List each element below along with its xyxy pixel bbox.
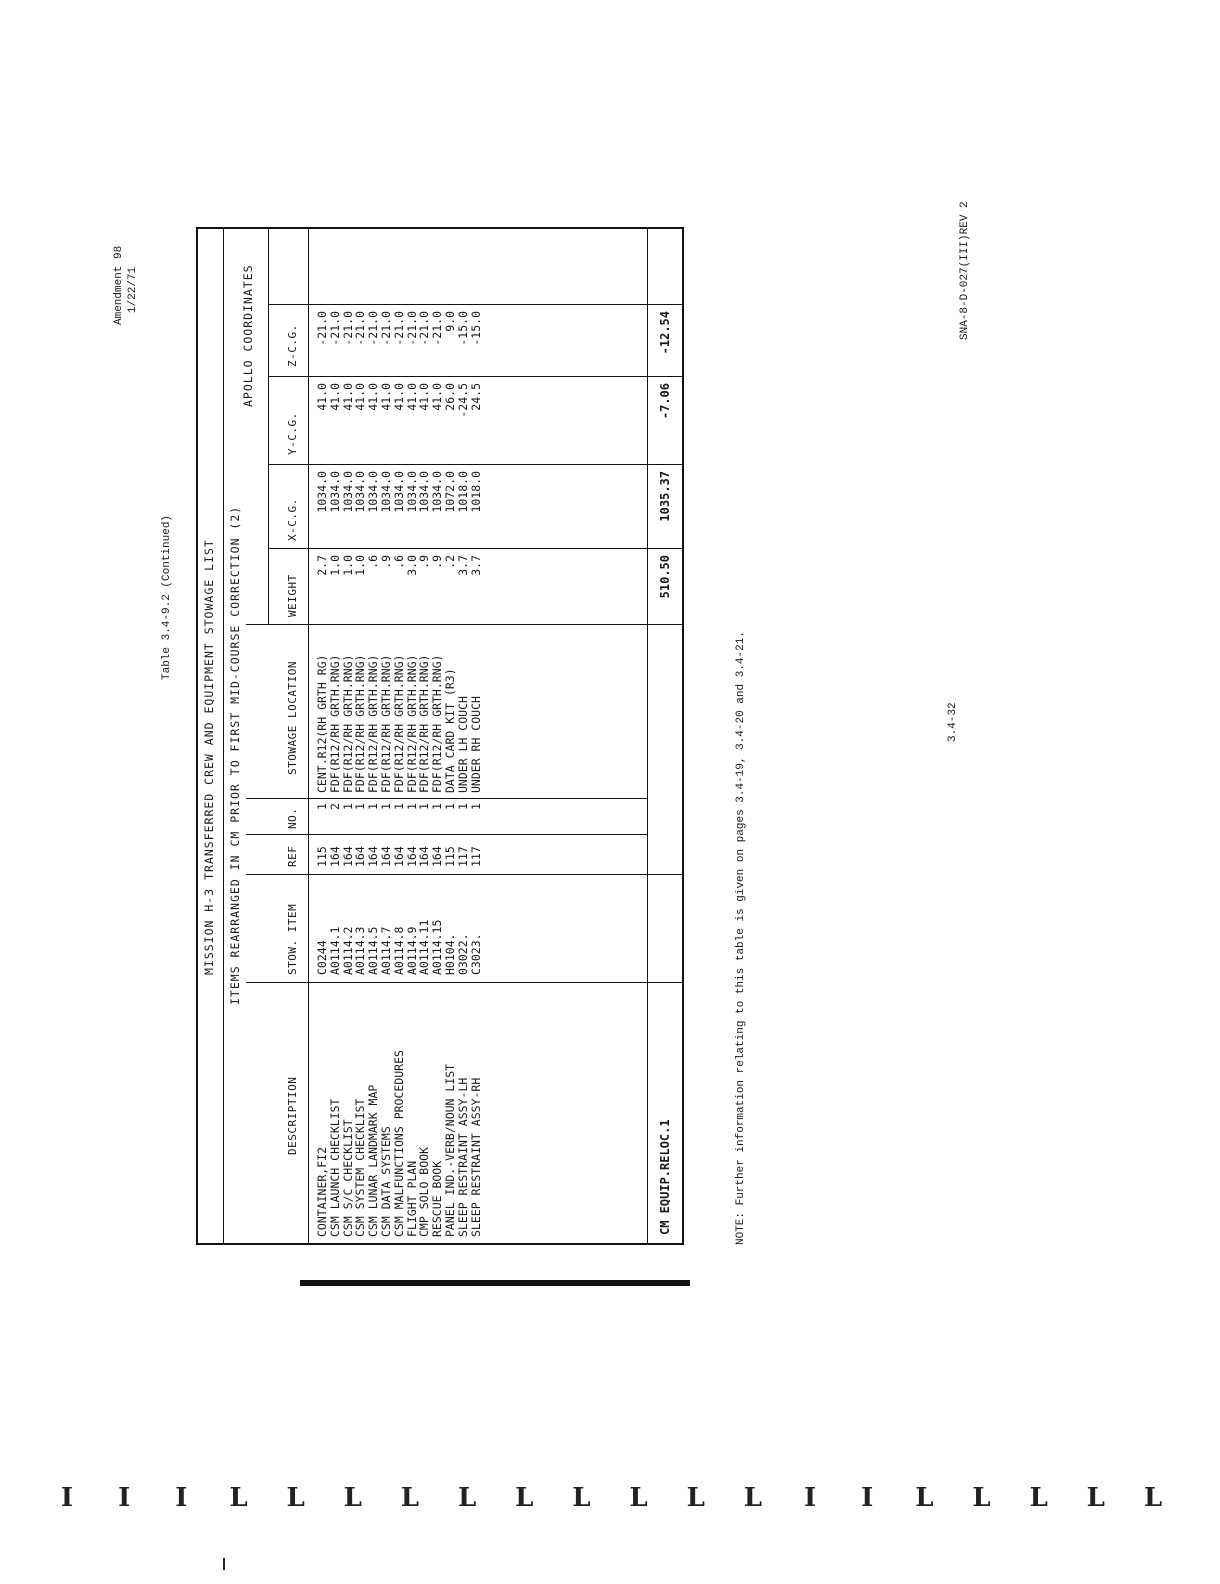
registration-mark: L — [286, 1483, 305, 1513]
col-divider — [246, 982, 684, 983]
table-title: MISSION H-3 TRANSFERRED CREW AND EQUIPMENT STOWAGE LIST — [202, 539, 216, 975]
cell-no: 1 — [455, 803, 470, 810]
cell-stow-item: A0114.9 — [404, 926, 419, 975]
registration-mark: L — [343, 1483, 362, 1513]
cell-ref: 164 — [417, 846, 432, 867]
cell-stow-item: A0114.5 — [366, 926, 381, 975]
cell-no: 1 — [379, 803, 393, 810]
registration-mark: L — [972, 1483, 991, 1513]
cell-ref: 164 — [340, 846, 355, 867]
cell-location: CENT.R12(RH GRTH RG) — [315, 654, 329, 793]
cell-z-cg: -15.0 — [455, 311, 470, 346]
header-ref: REF — [286, 845, 299, 867]
cell-ref: 164 — [366, 846, 381, 867]
cell-x-cg: 1034.0 — [379, 471, 393, 513]
cell-z-cg: -21.0 — [430, 311, 445, 346]
cell-y-cg: 41.0 — [340, 383, 355, 411]
cell-stow-item: A0114.15 — [430, 919, 445, 975]
cell-location: FDF(R12/RH GRTH.RNG) — [404, 654, 419, 793]
cell-y-cg: 41.0 — [315, 383, 329, 411]
cell-x-cg: 1034.0 — [315, 471, 329, 513]
cell-description: CSM LAUNCH CHECKLIST — [327, 1098, 342, 1237]
cell-y-cg: 41.0 — [327, 383, 342, 411]
cell-weight: .9 — [430, 555, 445, 569]
cell-y-cg: 41.0 — [366, 383, 381, 411]
cell-weight: 1.0 — [327, 555, 342, 576]
col-divider — [268, 548, 684, 549]
amendment-date: 1/22/71 — [127, 266, 139, 314]
cell-x-cg: 1034.0 — [430, 471, 445, 513]
cell-description: CSM LUNAR LANDMARK MAP — [366, 1084, 381, 1237]
registration-mark: L — [915, 1483, 934, 1513]
cell-ref: 115 — [443, 846, 457, 867]
cell-location: FDF(R12/RH GRTH.RNG) — [340, 654, 355, 793]
cell-description: CONTAINER,FI2 — [315, 1146, 329, 1237]
cell-x-cg: 1034.0 — [353, 471, 368, 513]
registration-mark: L — [229, 1483, 248, 1513]
cell-z-cg: -15.0 — [468, 311, 483, 346]
table-subtitle: ITEMS REARRANGED IN CM PRIOR TO FIRST MID-COURSE CORRECTION (2) — [228, 505, 242, 1005]
cell-z-cg: -21.0 — [315, 311, 329, 346]
cell-x-cg: 1034.0 — [340, 471, 355, 513]
cell-stow-item: A0114.8 — [391, 926, 406, 975]
cell-description: CMP SOLO BOOK — [417, 1146, 432, 1237]
amendment-label: Amendment 98 — [113, 245, 125, 325]
registration-mark: I — [60, 1483, 74, 1513]
cell-weight: 1.0 — [353, 555, 368, 576]
cell-y-cg: 41.0 — [353, 383, 368, 411]
col-divider — [268, 464, 684, 465]
registration-mark: I — [803, 1483, 817, 1513]
cell-description: PANEL IND.-VERB/NOUN LIST — [443, 1063, 457, 1237]
registration-mark: I — [118, 1483, 131, 1513]
cell-x-cg: 1034.0 — [417, 471, 432, 513]
cell-z-cg: -21.0 — [366, 311, 381, 346]
cell-description: SLEEP RESTRAINT ASSY-RH — [468, 1077, 483, 1237]
cell-x-cg: 1072.0 — [443, 471, 457, 513]
cell-y-cg: 41.0 — [430, 383, 445, 411]
cell-ref: 117 — [468, 846, 483, 867]
cell-location: FDF(R12/RH GRTH.RNG) — [430, 654, 445, 793]
cell-description: CSM S/C CHECKLIST — [340, 1119, 355, 1237]
header-y-cg: Y-C.G. — [286, 412, 299, 455]
amendment-stamp — [112, 245, 140, 325]
cell-description: SLEEP RESTRAINT ASSY-LH — [455, 1077, 470, 1237]
header-weight: WEIGHT — [286, 574, 299, 617]
cell-ref: 115 — [315, 846, 329, 867]
registration-mark: L — [629, 1483, 648, 1513]
registration-mark: L — [457, 1483, 477, 1513]
cell-ref: 164 — [391, 846, 406, 867]
stowage-table — [196, 227, 684, 1245]
cell-location: UNDER LH COUCH — [455, 696, 470, 793]
cell-z-cg: -21.0 — [404, 311, 419, 346]
cell-ref: 117 — [455, 846, 470, 867]
cell-y-cg: 24.5 — [468, 383, 483, 411]
cell-x-cg: 1034.0 — [327, 471, 342, 513]
registration-mark: I — [861, 1483, 874, 1513]
cell-no: 1 — [315, 803, 329, 810]
total-divider — [647, 227, 648, 1245]
cell-no: 1 — [366, 803, 381, 810]
cell-y-cg: 41.0 — [404, 383, 419, 411]
cell-location: DATA CARD KIT (R3) — [443, 668, 457, 793]
total-weight: 510.50 — [658, 555, 672, 599]
cell-no: 1 — [443, 803, 457, 810]
registration-mark: L — [572, 1483, 591, 1513]
cell-x-cg: 1034.0 — [391, 471, 406, 513]
table-caption: Table 3.4-9.2 (Continued) — [161, 514, 173, 680]
bottom-registration-marks — [55, 1483, 1165, 1513]
black-bar — [300, 1280, 690, 1286]
registration-mark: L — [1029, 1483, 1048, 1513]
cell-stow-item: A0114.2 — [340, 926, 355, 975]
total-y-cg: -7.06 — [658, 383, 672, 420]
cell-no: 1 — [404, 803, 419, 810]
cell-no: 1 — [430, 803, 445, 810]
cell-description: CSM DATA SYSTEMS — [379, 1126, 393, 1237]
cell-location: FDF(R12/RH GRTH.RNG) — [379, 654, 393, 793]
cell-weight: .9 — [417, 555, 432, 569]
cell-location: UNDER RH COUCH — [468, 696, 483, 793]
cell-weight: .2 — [443, 555, 457, 569]
cell-ref: 164 — [404, 846, 419, 867]
col-divider — [268, 304, 684, 305]
cell-stow-item: A0114.11 — [417, 919, 432, 975]
cell-location: FDF(R12/RH GRTH.RNG) — [353, 654, 368, 793]
cell-description: CSM SYSTEM CHECKLIST — [353, 1098, 368, 1237]
cell-weight: .9 — [379, 555, 393, 569]
cell-stow-item: 03022. — [455, 933, 470, 975]
divider — [223, 227, 224, 1245]
cell-no: 1 — [353, 803, 368, 810]
cell-x-cg: 1018.0 — [468, 471, 483, 513]
divider — [268, 227, 269, 625]
header-description: DESCRIPTION — [286, 1076, 299, 1155]
cell-z-cg: -21.0 — [379, 311, 393, 346]
cell-location: FDF(R12/RH GRTH.RNG) — [366, 654, 381, 793]
cell-ref: 164 — [353, 846, 368, 867]
col-divider — [246, 874, 684, 875]
cell-stow-item: A0114.3 — [353, 926, 368, 975]
cell-x-cg: 1034.0 — [366, 471, 381, 513]
cell-no: 1 — [468, 803, 483, 810]
cell-no: 2 — [327, 803, 342, 810]
total-z-cg: -12.54 — [658, 311, 672, 355]
header-stowage-location: STOWAGE LOCATION — [286, 661, 299, 775]
cell-description: RESCUE BOOK — [430, 1160, 445, 1237]
col-divider — [268, 376, 684, 377]
total-x-cg: 1035.37 — [658, 471, 672, 522]
cell-location: FDF(R12/RH GRTH.RNG) — [327, 654, 342, 793]
header-divider — [308, 227, 309, 1245]
total-label: CM EQUIP.RELOC.1 — [658, 1119, 672, 1235]
page-number: 3.4-32 — [947, 702, 959, 742]
cell-y-cg: 26.0 — [443, 383, 457, 411]
registration-mark: L — [1086, 1483, 1105, 1513]
cell-y-cg: 41.0 — [417, 383, 432, 411]
col-divider — [246, 798, 647, 799]
cell-z-cg: -21.0 — [391, 311, 406, 346]
header-no: NO. — [286, 807, 299, 829]
cell-no: 1 — [391, 803, 406, 810]
cell-y-cg: 41.0 — [379, 383, 393, 411]
cell-y-cg: -24.5 — [455, 383, 470, 418]
cell-description: CSM MALFUNCTIONS PROCEDURES — [391, 1050, 406, 1237]
col-divider — [246, 624, 684, 625]
registration-mark: L — [1143, 1483, 1163, 1513]
cell-weight: 3.0 — [404, 555, 419, 576]
registration-mark: L — [400, 1483, 420, 1513]
cell-weight: 1.0 — [340, 555, 355, 576]
cell-description: FLIGHT PLAN — [404, 1160, 419, 1237]
cell-z-cg: -21.0 — [327, 311, 342, 346]
cell-x-cg: 1018.0 — [455, 471, 470, 513]
header-x-cg: X-C.G. — [286, 498, 299, 541]
cell-weight: .6 — [366, 555, 381, 569]
cell-weight: 3.7 — [455, 555, 470, 576]
registration-mark: I — [175, 1483, 188, 1513]
header-z-cg: Z-C.G. — [286, 324, 299, 367]
cell-stow-item: A0114.7 — [379, 926, 393, 975]
header-stow-item: STOW. ITEM — [286, 903, 299, 975]
cell-weight: 3.7 — [468, 555, 483, 576]
cell-stow-item: C3023. — [468, 933, 483, 975]
cell-ref: 164 — [430, 846, 445, 867]
registration-mark: L — [743, 1483, 763, 1513]
tick-mark — [223, 1558, 225, 1570]
cell-z-cg: -21.0 — [417, 311, 432, 346]
cell-location: FDF(R12/RH GRTH.RNG) — [391, 654, 406, 793]
cell-stow-item: A0114.1 — [327, 926, 342, 975]
cell-z-cg: 9.0 — [443, 311, 457, 332]
col-divider — [246, 834, 647, 835]
cell-z-cg: -21.0 — [340, 311, 355, 346]
cell-y-cg: 41.0 — [391, 383, 406, 411]
cell-z-cg: -21.0 — [353, 311, 368, 346]
document-number: SNA-8-D-027(III)REV 2 — [959, 201, 971, 340]
cell-location: FDF(R12/RH GRTH.RNG) — [417, 654, 432, 793]
coordinates-group-header: APOLLO COORDINATES — [241, 264, 255, 407]
cell-stow-item: H0104. — [443, 933, 457, 975]
cell-ref: 164 — [379, 846, 393, 867]
cell-weight: .6 — [391, 555, 406, 569]
cell-no: 1 — [340, 803, 355, 810]
cell-no: 1 — [417, 803, 432, 810]
cell-stow-item: C0244 — [315, 940, 329, 975]
cell-ref: 164 — [327, 846, 342, 867]
registration-mark: L — [686, 1483, 705, 1513]
cell-x-cg: 1034.0 — [404, 471, 419, 513]
table-note: NOTE: Further information relating to this table is given on pages 3.4-19, 3.4-20 and 3.4-21. — [735, 631, 747, 1245]
cell-weight: 2.7 — [315, 555, 329, 576]
registration-mark: L — [515, 1483, 534, 1513]
